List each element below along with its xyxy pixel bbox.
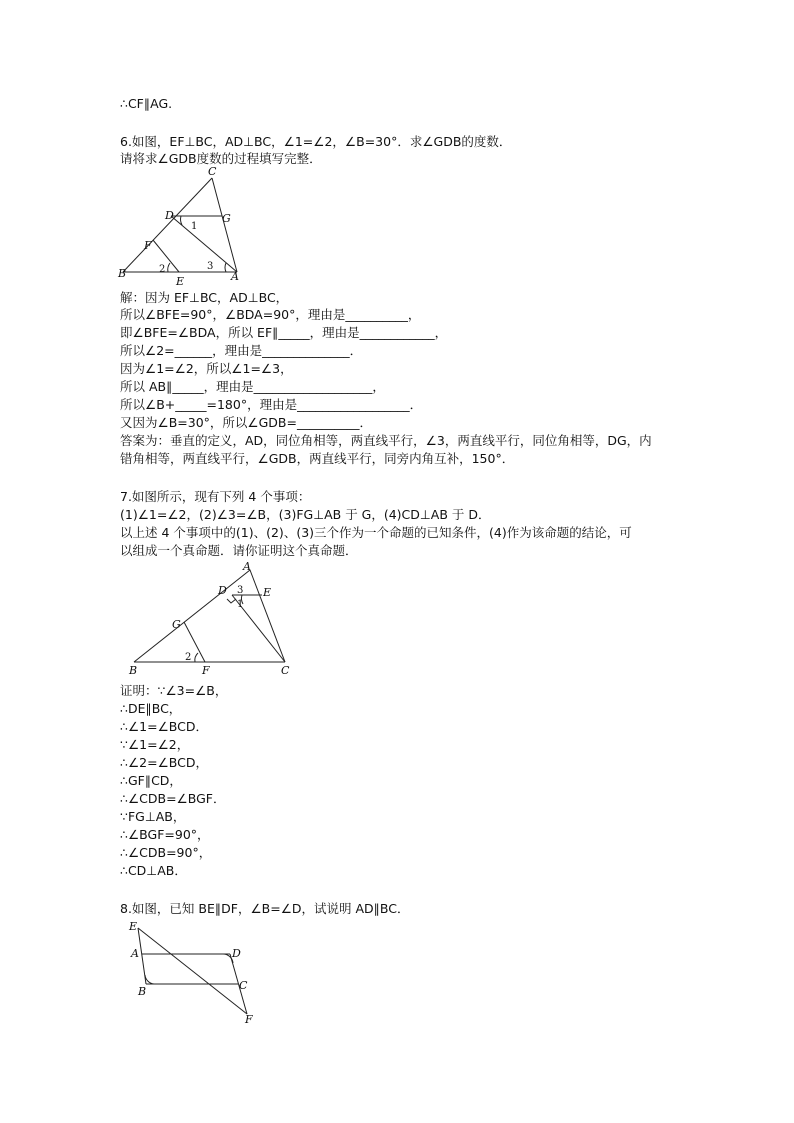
label-angle-2: 2 <box>159 264 166 275</box>
q7-proof-line: ∵∠1=∠2， <box>120 737 190 752</box>
label-D: D <box>218 584 227 597</box>
label-F: F <box>202 664 210 677</box>
label-F: F <box>245 1013 253 1026</box>
q6-solution-line: 因为∠1=∠2，所以∠1=∠3， <box>120 361 293 376</box>
q7-proof-line: ∴∠BGF=90°， <box>120 827 210 842</box>
label-G: G <box>222 212 231 225</box>
label-E: E <box>263 586 272 599</box>
q7-proof-line: ∴∠1=∠BCD． <box>120 719 209 734</box>
label-angle-1: 1 <box>191 221 198 232</box>
q7-figure <box>125 562 295 678</box>
label-E: E <box>129 920 138 933</box>
label-A: A <box>243 562 251 573</box>
label-angle-3: 3 <box>207 261 214 272</box>
q6-solution-line: 所以∠BFE=90°，∠BDA=90°，理由是__________， <box>120 307 421 322</box>
label-angle-1: 1 <box>237 599 244 610</box>
q6-solution-line: 所以∠2=______，理由是______________． <box>120 343 363 358</box>
label-A: A <box>231 270 239 283</box>
q7-line: (1)∠1=∠2，(2)∠3=∠B，(3)FG⊥AB 于 G，(4)CD⊥AB 于 D． <box>120 507 491 522</box>
q8-figure <box>125 918 265 1026</box>
q6-solution-line: 所以 AB∥_____，理由是___________________， <box>120 379 385 394</box>
label-B: B <box>138 985 147 998</box>
q6-instruction: 请将求∠GDB度数的过程填写完整． <box>120 151 322 166</box>
label-C: C <box>281 664 290 677</box>
q7-proof-line: ∴∠CDB=90°， <box>120 845 212 860</box>
label-B: B <box>129 664 138 677</box>
q7-proof-line: ∴DE∥BC， <box>120 701 182 716</box>
q6-title: 6.如图，EF⊥BC，AD⊥BC，∠1=∠2，∠B=30°．求∠GDB的度数． <box>120 134 512 149</box>
label-angle-3: 3 <box>237 585 244 596</box>
q7-proof-line: ∴∠CDB=∠BGF． <box>120 791 226 806</box>
q6-solution-line: 即∠BFE=∠BDA，所以 EF∥_____，理由是____________， <box>120 325 448 340</box>
q6-solution-line: 所以∠B+_____=180°，理由是__________________． <box>120 397 423 412</box>
prev-conclusion: ∴CF∥AG. <box>120 96 173 111</box>
q7-proof-line: ∴CD⊥AB． <box>120 863 187 878</box>
label-D: D <box>165 209 174 222</box>
q7-line: 7.如图所示，现有下列 4 个事项： <box>120 489 311 504</box>
q8-title: 8.如图，已知 BE∥DF，∠B=∠D，试说明 AD∥BC． <box>120 901 410 916</box>
label-A: A <box>131 947 139 960</box>
q6-answer-line: 错角相等，两直线平行，∠GDB，两直线平行，同旁内角互补，150°． <box>120 451 515 466</box>
q7-proof-line: ∴∠2=∠BCD， <box>120 755 209 770</box>
label-angle-2: 2 <box>185 652 192 663</box>
q6-figure <box>115 164 245 288</box>
q7-proof-line: ∵FG⊥AB， <box>120 809 186 824</box>
q6-solution-line: 又因为∠B=30°，所以∠GDB=__________． <box>120 415 372 430</box>
label-D: D <box>232 947 241 960</box>
q7-line: 以组成一个真命题．请你证明这个真命题． <box>120 543 358 558</box>
label-B: B <box>118 267 127 280</box>
q7-line: 以上述 4 个事项中的(1)、(2)、(3)三个作为一个命题的已知条件，(4)作为该命题的结论，可 <box>120 525 632 540</box>
q6-answer-line: 答案为：垂直的定义，AD，同位角相等，两直线平行，∠3，两直线平行，同位角相等，DG，内 <box>120 433 652 448</box>
q6-solution-line: 解：因为 EF⊥BC，AD⊥BC， <box>120 290 289 305</box>
q7-proof-line: ∴GF∥CD， <box>120 773 182 788</box>
q7-proof-line: 证明：∵∠3=∠B， <box>120 683 228 698</box>
label-G: G <box>172 618 181 631</box>
label-F: F <box>144 239 152 252</box>
label-C: C <box>208 165 217 178</box>
label-C: C <box>239 979 248 992</box>
label-E: E <box>176 275 185 288</box>
